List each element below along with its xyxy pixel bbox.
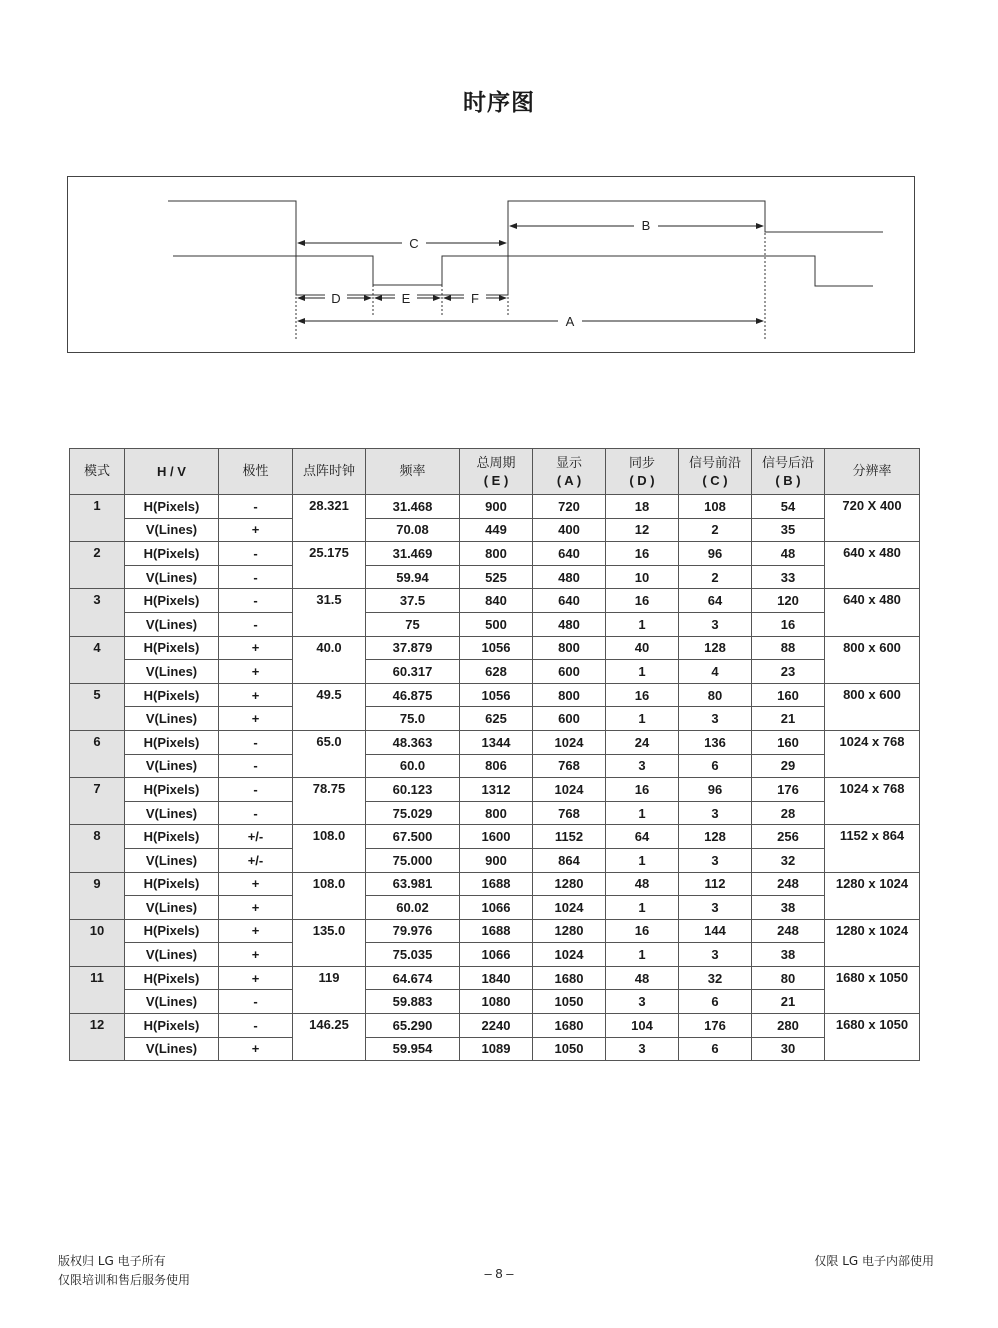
cell-back: 33	[752, 565, 825, 589]
table-row	[70, 990, 920, 1014]
header-cell	[219, 449, 293, 495]
label-d: D	[331, 291, 341, 306]
cell-display: 768	[533, 801, 606, 825]
header-sublabel: ( B )	[775, 472, 801, 488]
cell-display: 1680	[533, 966, 606, 990]
cell-pol: +	[219, 943, 293, 967]
cell-freq: 31.468	[366, 495, 460, 519]
cell-back: 88	[752, 636, 825, 660]
cell-display: 1050	[533, 1037, 606, 1061]
header-sublabel: ( C )	[702, 472, 728, 488]
cell-front: 128	[679, 825, 752, 849]
table-body	[70, 495, 920, 1061]
cell-freq: 60.0	[366, 754, 460, 778]
mode-number: 11	[70, 966, 125, 1013]
cell-total: 1688	[460, 919, 533, 943]
cell-total: 500	[460, 612, 533, 636]
cell-pol: -	[219, 565, 293, 589]
cell-back: 248	[752, 919, 825, 943]
dot-clock: 146.25	[293, 1014, 366, 1061]
cell-display: 800	[533, 683, 606, 707]
resolution: 1280 x 1024	[825, 872, 920, 919]
dot-clock: 31.5	[293, 589, 366, 636]
cell-freq: 75.0	[366, 707, 460, 731]
cell-total: 800	[460, 801, 533, 825]
cell-sync: 16	[606, 919, 679, 943]
table-row	[70, 848, 920, 872]
cell-freq: 65.290	[366, 1014, 460, 1038]
timing-diagram-svg	[68, 177, 916, 354]
cell-display: 640	[533, 542, 606, 566]
cell-front: 2	[679, 565, 752, 589]
cell-total: 900	[460, 848, 533, 872]
cell-back: 21	[752, 990, 825, 1014]
cell-back: 160	[752, 730, 825, 754]
mode-number: 6	[70, 730, 125, 777]
cell-sync: 1	[606, 848, 679, 872]
table-row	[70, 518, 920, 542]
header-label: 模式	[83, 464, 110, 479]
table-row	[70, 896, 920, 920]
cell-hv: H(Pixels)	[125, 542, 219, 566]
dot-clock: 25.175	[293, 542, 366, 589]
cell-total: 1066	[460, 896, 533, 920]
dot-clock: 28.321	[293, 495, 366, 542]
cell-back: 80	[752, 966, 825, 990]
cell-total: 1080	[460, 990, 533, 1014]
cell-display: 1152	[533, 825, 606, 849]
mode-number: 7	[70, 778, 125, 825]
cell-pol: +/-	[219, 848, 293, 872]
cell-display: 600	[533, 660, 606, 684]
header-cell	[293, 449, 366, 495]
timing-table	[69, 448, 920, 1061]
cell-back: 176	[752, 778, 825, 802]
cell-sync: 1	[606, 896, 679, 920]
cell-freq: 70.08	[366, 518, 460, 542]
cell-total: 806	[460, 754, 533, 778]
cell-pol: +	[219, 896, 293, 920]
cell-back: 29	[752, 754, 825, 778]
table-row	[70, 542, 920, 566]
cell-front: 6	[679, 1037, 752, 1061]
header-cell	[606, 449, 679, 495]
cell-hv: H(Pixels)	[125, 825, 219, 849]
cell-hv: V(Lines)	[125, 896, 219, 920]
cell-sync: 48	[606, 966, 679, 990]
table-header-row	[70, 449, 920, 495]
cell-total: 525	[460, 565, 533, 589]
table-row	[70, 495, 920, 519]
cell-total: 1089	[460, 1037, 533, 1061]
cell-hv: V(Lines)	[125, 943, 219, 967]
header-label: H / V	[157, 464, 186, 479]
cell-sync: 1	[606, 660, 679, 684]
cell-total: 628	[460, 660, 533, 684]
cell-hv: H(Pixels)	[125, 683, 219, 707]
resolution: 1680 x 1050	[825, 1014, 920, 1061]
header-label: 分辨率	[852, 464, 892, 479]
footer-copyright-line2: 仅限培训和售后服务使用	[58, 1273, 191, 1287]
cell-front: 136	[679, 730, 752, 754]
header-cell	[825, 449, 920, 495]
cell-hv: V(Lines)	[125, 990, 219, 1014]
cell-sync: 16	[606, 589, 679, 613]
cell-back: 38	[752, 896, 825, 920]
cell-pol: -	[219, 990, 293, 1014]
cell-sync: 10	[606, 565, 679, 589]
cell-hv: H(Pixels)	[125, 872, 219, 896]
cell-sync: 16	[606, 778, 679, 802]
cell-freq: 75.000	[366, 848, 460, 872]
cell-hv: V(Lines)	[125, 1037, 219, 1061]
header-cell	[533, 449, 606, 495]
cell-back: 248	[752, 872, 825, 896]
cell-sync: 104	[606, 1014, 679, 1038]
table-row	[70, 1014, 920, 1038]
cell-hv: H(Pixels)	[125, 636, 219, 660]
cell-display: 480	[533, 612, 606, 636]
page-title: 时序图	[463, 90, 535, 116]
guide-lines	[296, 201, 765, 341]
cell-sync: 1	[606, 612, 679, 636]
table-row	[70, 1037, 920, 1061]
table-row	[70, 801, 920, 825]
table-row	[70, 872, 920, 896]
table-row	[70, 919, 920, 943]
table-row	[70, 636, 920, 660]
cell-front: 96	[679, 778, 752, 802]
table-row	[70, 730, 920, 754]
cell-freq: 60.02	[366, 896, 460, 920]
cell-hv: V(Lines)	[125, 754, 219, 778]
cell-front: 3	[679, 896, 752, 920]
cell-total: 1840	[460, 966, 533, 990]
cell-back: 21	[752, 707, 825, 731]
cell-pol: -	[219, 778, 293, 802]
cell-back: 35	[752, 518, 825, 542]
cell-display: 1050	[533, 990, 606, 1014]
cell-hv: H(Pixels)	[125, 495, 219, 519]
cell-front: 2	[679, 518, 752, 542]
header-sublabel: ( D )	[629, 472, 655, 488]
table-row	[70, 825, 920, 849]
cell-front: 64	[679, 589, 752, 613]
cell-total: 800	[460, 542, 533, 566]
cell-pol: -	[219, 495, 293, 519]
cell-front: 3	[679, 848, 752, 872]
header-cell	[679, 449, 752, 495]
mode-number: 1	[70, 495, 125, 542]
cell-hv: V(Lines)	[125, 801, 219, 825]
header-cell	[752, 449, 825, 495]
header-label: 频率	[399, 464, 426, 479]
label-a: A	[565, 314, 575, 329]
cell-sync: 3	[606, 754, 679, 778]
header-label: 显示	[555, 455, 582, 471]
cell-freq: 75.029	[366, 801, 460, 825]
cell-total: 1312	[460, 778, 533, 802]
table-row	[70, 565, 920, 589]
mode-number: 2	[70, 542, 125, 589]
cell-hv: H(Pixels)	[125, 1014, 219, 1038]
cell-freq: 59.883	[366, 990, 460, 1014]
cell-back: 16	[752, 612, 825, 636]
mode-number: 3	[70, 589, 125, 636]
cell-sync: 24	[606, 730, 679, 754]
mode-number: 5	[70, 683, 125, 730]
dot-clock: 40.0	[293, 636, 366, 683]
cell-pol: -	[219, 730, 293, 754]
label-c: C	[409, 236, 419, 251]
cell-display: 400	[533, 518, 606, 542]
cell-total: 1344	[460, 730, 533, 754]
cell-freq: 79.976	[366, 919, 460, 943]
mode-number: 10	[70, 919, 125, 966]
cell-pol: +	[219, 683, 293, 707]
cell-back: 120	[752, 589, 825, 613]
cell-pol: -	[219, 542, 293, 566]
cell-front: 32	[679, 966, 752, 990]
cell-back: 28	[752, 801, 825, 825]
cell-freq: 37.879	[366, 636, 460, 660]
dot-clock: 108.0	[293, 825, 366, 872]
footer-internal-use: 仅限 LG 电子内部使用	[814, 1254, 934, 1268]
cell-front: 112	[679, 872, 752, 896]
cell-freq: 63.981	[366, 872, 460, 896]
cell-front: 3	[679, 801, 752, 825]
resolution: 1680 x 1050	[825, 966, 920, 1013]
header-cell	[366, 449, 460, 495]
cell-display: 1280	[533, 872, 606, 896]
label-b: B	[641, 218, 651, 233]
cell-pol: -	[219, 754, 293, 778]
lower-waveform	[173, 256, 873, 286]
cell-sync: 3	[606, 1037, 679, 1061]
cell-sync: 1	[606, 801, 679, 825]
table-row	[70, 754, 920, 778]
cell-front: 6	[679, 754, 752, 778]
header-cell	[125, 449, 219, 495]
resolution: 800 x 600	[825, 636, 920, 683]
header-sublabel: ( E )	[483, 472, 509, 488]
resolution: 1280 x 1024	[825, 919, 920, 966]
resolution: 800 x 600	[825, 683, 920, 730]
cell-total: 840	[460, 589, 533, 613]
dot-clock: 119	[293, 966, 366, 1013]
cell-hv: H(Pixels)	[125, 778, 219, 802]
cell-pol: -	[219, 801, 293, 825]
table-row	[70, 660, 920, 684]
cell-hv: V(Lines)	[125, 660, 219, 684]
cell-display: 1680	[533, 1014, 606, 1038]
cell-display: 600	[533, 707, 606, 731]
mode-number: 4	[70, 636, 125, 683]
header-label: 点阵时钟	[302, 464, 355, 479]
header-sublabel: ( A )	[556, 472, 582, 488]
dot-clock: 108.0	[293, 872, 366, 919]
header-label: 极性	[242, 464, 269, 479]
cell-freq: 67.500	[366, 825, 460, 849]
header-label: 信号前沿	[688, 455, 741, 471]
cell-front: 176	[679, 1014, 752, 1038]
cell-front: 96	[679, 542, 752, 566]
cell-freq: 59.954	[366, 1037, 460, 1061]
cell-hv: V(Lines)	[125, 518, 219, 542]
cell-freq: 60.317	[366, 660, 460, 684]
cell-freq: 60.123	[366, 778, 460, 802]
cell-hv: V(Lines)	[125, 707, 219, 731]
cell-pol: +/-	[219, 825, 293, 849]
cell-display: 480	[533, 565, 606, 589]
cell-freq: 75.035	[366, 943, 460, 967]
mode-number: 12	[70, 1014, 125, 1061]
cell-front: 3	[679, 612, 752, 636]
cell-total: 2240	[460, 1014, 533, 1038]
cell-front: 4	[679, 660, 752, 684]
cell-hv: H(Pixels)	[125, 919, 219, 943]
cell-front: 80	[679, 683, 752, 707]
cell-back: 32	[752, 848, 825, 872]
header-cell	[460, 449, 533, 495]
cell-hv: H(Pixels)	[125, 589, 219, 613]
cell-sync: 18	[606, 495, 679, 519]
cell-total: 900	[460, 495, 533, 519]
table-row	[70, 943, 920, 967]
mode-number: 8	[70, 825, 125, 872]
cell-pol: +	[219, 660, 293, 684]
header-label: 同步	[628, 455, 655, 471]
cell-sync: 16	[606, 683, 679, 707]
cell-display: 1280	[533, 919, 606, 943]
cell-display: 800	[533, 636, 606, 660]
cell-hv: H(Pixels)	[125, 966, 219, 990]
cell-back: 48	[752, 542, 825, 566]
cell-total: 1600	[460, 825, 533, 849]
cell-hv: V(Lines)	[125, 848, 219, 872]
cell-pol: +	[219, 518, 293, 542]
cell-freq: 75	[366, 612, 460, 636]
cell-display: 1024	[533, 778, 606, 802]
cell-freq: 59.94	[366, 565, 460, 589]
resolution: 1152 x 864	[825, 825, 920, 872]
footer-copyright-line1: 版权归 LG 电子所有	[58, 1254, 166, 1268]
mode-number: 9	[70, 872, 125, 919]
cell-pol: +	[219, 872, 293, 896]
cell-display: 640	[533, 589, 606, 613]
table-row	[70, 778, 920, 802]
cell-back: 54	[752, 495, 825, 519]
cell-sync: 3	[606, 990, 679, 1014]
table-row	[70, 612, 920, 636]
cell-sync: 1	[606, 707, 679, 731]
cell-pol: +	[219, 919, 293, 943]
page-number: – 8 –	[484, 1266, 514, 1281]
cell-front: 6	[679, 990, 752, 1014]
dot-clock: 65.0	[293, 730, 366, 777]
dot-clock: 78.75	[293, 778, 366, 825]
cell-display: 768	[533, 754, 606, 778]
cell-sync: 1	[606, 943, 679, 967]
cell-total: 449	[460, 518, 533, 542]
cell-hv: V(Lines)	[125, 565, 219, 589]
label-f: F	[471, 291, 479, 306]
cell-pol: +	[219, 636, 293, 660]
resolution: 720 X 400	[825, 495, 920, 542]
cell-sync: 16	[606, 542, 679, 566]
table-row	[70, 589, 920, 613]
cell-freq: 46.875	[366, 683, 460, 707]
cell-front: 108	[679, 495, 752, 519]
cell-back: 30	[752, 1037, 825, 1061]
cell-front: 128	[679, 636, 752, 660]
table-row	[70, 966, 920, 990]
dot-clock: 49.5	[293, 683, 366, 730]
cell-display: 720	[533, 495, 606, 519]
cell-pol: +	[219, 966, 293, 990]
upper-waveform	[168, 201, 883, 295]
resolution: 1024 x 768	[825, 730, 920, 777]
cell-total: 1066	[460, 943, 533, 967]
cell-total: 1056	[460, 636, 533, 660]
resolution: 640 x 480	[825, 589, 920, 636]
resolution: 640 x 480	[825, 542, 920, 589]
cell-pol: -	[219, 1014, 293, 1038]
cell-hv: H(Pixels)	[125, 730, 219, 754]
cell-total: 1056	[460, 683, 533, 707]
timing-diagram	[67, 176, 915, 353]
cell-total: 625	[460, 707, 533, 731]
cell-pol: +	[219, 707, 293, 731]
cell-sync: 64	[606, 825, 679, 849]
cell-freq: 37.5	[366, 589, 460, 613]
cell-freq: 48.363	[366, 730, 460, 754]
cell-pol: -	[219, 589, 293, 613]
table-row	[70, 707, 920, 731]
cell-display: 864	[533, 848, 606, 872]
cell-back: 23	[752, 660, 825, 684]
cell-pol: +	[219, 1037, 293, 1061]
dot-clock: 135.0	[293, 919, 366, 966]
cell-hv: V(Lines)	[125, 612, 219, 636]
cell-sync: 12	[606, 518, 679, 542]
header-label: 总周期	[476, 455, 516, 471]
cell-total: 1688	[460, 872, 533, 896]
cell-sync: 40	[606, 636, 679, 660]
cell-sync: 48	[606, 872, 679, 896]
table-row	[70, 683, 920, 707]
cell-front: 3	[679, 943, 752, 967]
cell-front: 3	[679, 707, 752, 731]
cell-back: 256	[752, 825, 825, 849]
cell-back: 38	[752, 943, 825, 967]
cell-back: 280	[752, 1014, 825, 1038]
cell-display: 1024	[533, 896, 606, 920]
header-cell	[70, 449, 125, 495]
cell-display: 1024	[533, 730, 606, 754]
label-e: E	[401, 291, 411, 306]
header-label: 信号后沿	[761, 455, 814, 471]
cell-freq: 31.469	[366, 542, 460, 566]
cell-front: 144	[679, 919, 752, 943]
cell-pol: -	[219, 612, 293, 636]
resolution: 1024 x 768	[825, 778, 920, 825]
cell-display: 1024	[533, 943, 606, 967]
cell-freq: 64.674	[366, 966, 460, 990]
cell-back: 160	[752, 683, 825, 707]
